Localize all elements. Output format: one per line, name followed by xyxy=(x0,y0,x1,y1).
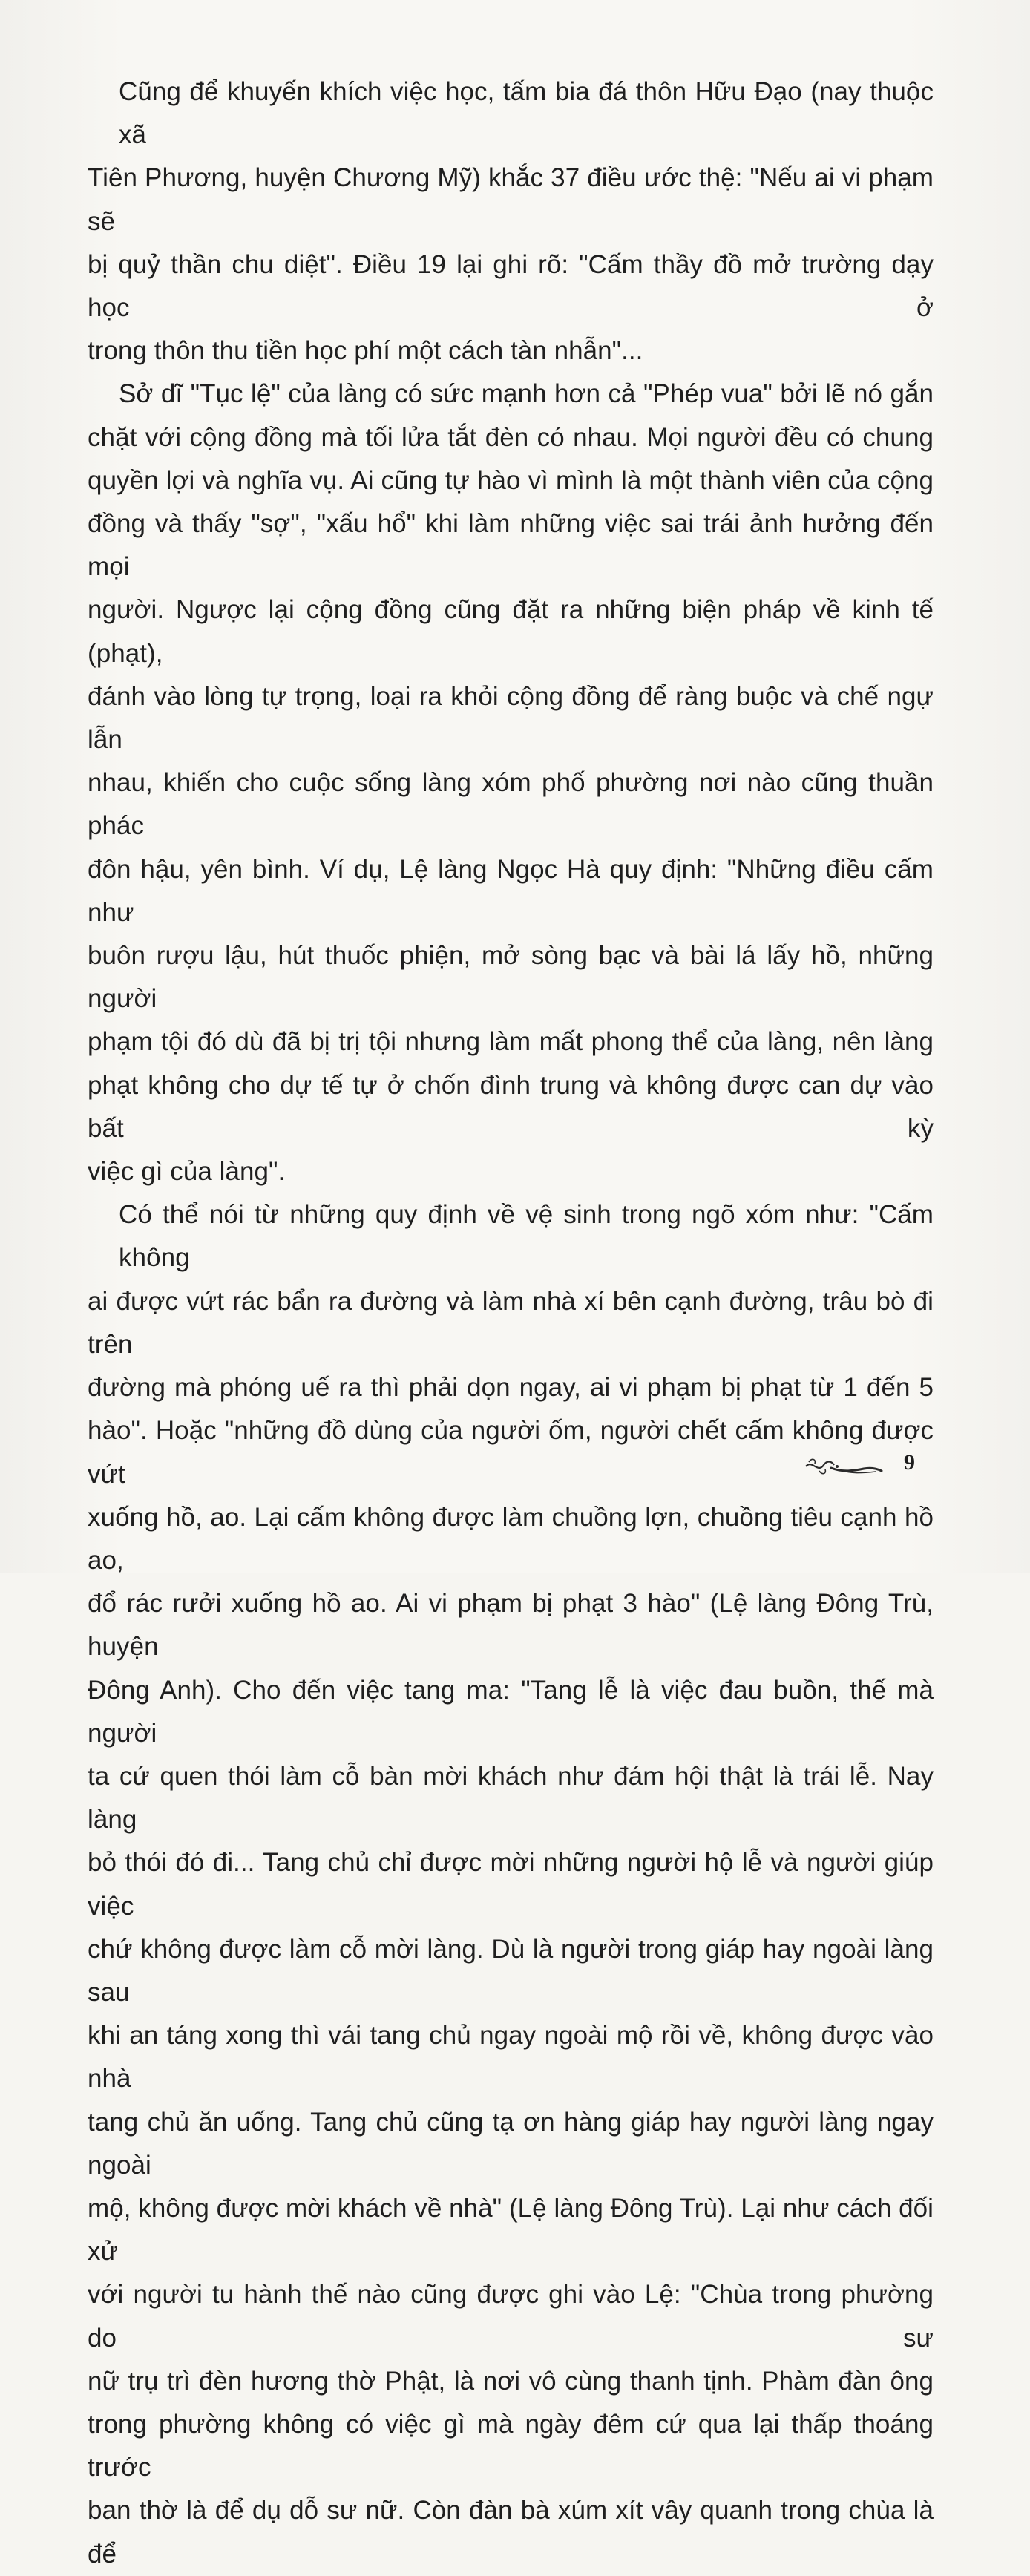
text-line: buôn rượu lậu, hút thuốc phiện, mở sòng bạc và bài lá lấy hồ, những người xyxy=(88,941,934,1014)
text-line: tang chủ ăn uống. Tang chủ cũng tạ ơn hàng giáp hay người làng ngay ngoài xyxy=(88,2107,934,2180)
text-line: trong phường không có việc gì mà ngày đêm cứ qua lại thấp thoáng trước xyxy=(88,2409,934,2482)
text-line: đôn hậu, yên bình. Ví dụ, Lệ làng Ngọc Hà quy định: "Những điều cấm như xyxy=(88,854,934,927)
text-line: khi an táng xong thì vái tang chủ ngay ngoài mộ rồi về, không được vào nhà xyxy=(88,2021,934,2094)
text-line: xuống hồ, ao. Lại cấm không được làm chuồng lợn, chuồng tiêu cạnh hồ ao, xyxy=(88,1502,934,1575)
paragraph-1 xyxy=(88,71,934,373)
text-line: Sở dĩ "Tục lệ" của làng có sức mạnh hơn cả "Phép vua" bởi lẽ nó gắn xyxy=(119,379,934,409)
text-line: đánh vào lòng tự trọng, loại ra khỏi cộng đồng để ràng buộc và chế ngự lẫn xyxy=(88,681,934,755)
text-line: quyền lợi và nghĩa vụ. Ai cũng tự hào vì mình là một thành viên của cộng xyxy=(88,465,934,495)
text-line: mộ, không được mời khách về nhà" (Lệ làng Đông Trù). Lại như cách đối xử xyxy=(88,2193,934,2267)
paragraph-2 xyxy=(88,373,934,1193)
text-line: Đông Anh). Cho đến việc tang ma: "Tang lễ là việc đau buồn, thế mà người xyxy=(88,1675,934,1748)
text-line: phạt không cho dự tế tự ở chốn đình trung và không được can dự vào bất kỳ xyxy=(88,1070,934,1143)
text-line: chứ không được làm cỗ mời làng. Dù là người trong giáp hay ngoài làng sau xyxy=(88,1934,934,2007)
body-text xyxy=(88,71,934,2576)
text-line: phạm tội đó dù đã bị trị tội nhưng làm mất phong thể của làng, nên làng xyxy=(88,1027,934,1057)
text-line: việc gì của làng". xyxy=(88,1157,286,1187)
paragraph-3 xyxy=(88,1193,934,2576)
text-line: nữ trụ trì đèn hương thờ Phật, là nơi vô cùng thanh tịnh. Phàm đàn ông xyxy=(88,2366,934,2396)
text-line: Cũng để khuyến khích việc học, tấm bia đá thôn Hữu Đạo (nay thuộc xã xyxy=(119,77,934,150)
text-line: bỏ thói đó đi... Tang chủ chỉ được mời những người hộ lễ và người giúp việc xyxy=(88,1848,934,1921)
text-line: người. Ngược lại cộng đồng cũng đặt ra những biện pháp về kinh tế (phạt), xyxy=(88,595,934,668)
text-line: Tiên Phương, huyện Chương Mỹ) khắc 37 điều ước thệ: "Nếu ai vi phạm sẽ xyxy=(88,163,934,236)
text-line: Có thể nói từ những quy định về vệ sinh trong ngõ xóm như: "Cấm không xyxy=(119,1200,934,1273)
text-line: ban thờ là để dụ dỗ sư nữ. Còn đàn bà xúm xít vây quanh trong chùa là để xyxy=(88,2496,934,2569)
text-line: nhau, khiến cho cuộc sống làng xóm phố phường nơi nào cũng thuần phác xyxy=(88,768,934,841)
text-line: đổ rác rưởi xuống hồ ao. Ai vi phạm bị phạt 3 hào" (Lệ làng Đông Trù, huyện xyxy=(88,1589,934,1662)
text-line: với người tu hành thế nào cũng được ghi vào Lệ: "Chùa trong phường do sư xyxy=(88,2280,934,2353)
text-line: trong thôn thu tiền học phí một cách tàn nhẫn"... xyxy=(88,336,643,366)
page-number: 9 xyxy=(904,1450,915,1475)
text-line: đồng và thấy "sợ", "xấu hổ" khi làm những việc sai trái ảnh hưởng đến mọi xyxy=(88,509,934,582)
text-line: chặt với cộng đồng mà tối lửa tắt đèn có nhau. Mọi người đều có chung xyxy=(88,422,934,452)
text-line: hào". Hoặc "những đồ dùng của người ốm, người chết cấm không được vứt xyxy=(88,1416,934,1489)
text-line: ta cứ quen thói làm cỗ bàn mời khách như đám hội thật là trái lễ. Nay làng xyxy=(88,1761,934,1835)
text-line: ai được vứt rác bẩn ra đường và làm nhà xí bên cạnh đường, trâu bò đi trên xyxy=(88,1286,934,1359)
text-line: bị quỷ thần chu diệt". Điều 19 lại ghi rõ: "Cấm thầy đồ mở trường dạy học ở xyxy=(88,249,934,323)
text-line: đường mà phóng uế ra thì phải dọn ngay, ai vi phạm bị phạt từ 1 đến 5 xyxy=(88,1373,934,1403)
